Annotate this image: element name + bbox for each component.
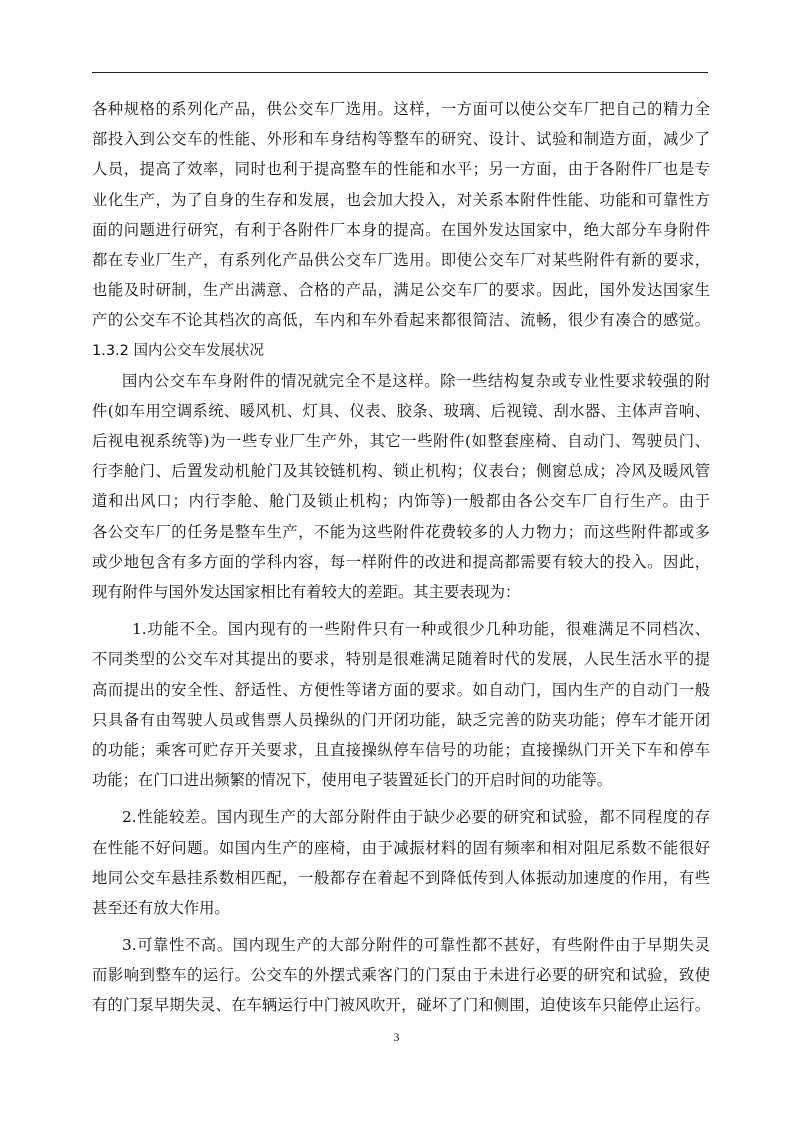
text-line: 都在专业厂生产，有系列化产品供公交车厂选用。即使公交车厂对某些附件有新的要求， [92,250,710,269]
text-line: 道和出风口；内行李舱、舱门及锁止机构；内饰等)一般都由各公交车厂自行生产。由于 [92,492,710,511]
paragraph-3 [92,614,710,795]
paragraph-5 [92,930,710,1021]
text-line: 后视电视系统等)为一些专业厂生产外，其它一些附件(如整套座椅、自动门、驾驶员门、 [92,432,710,451]
text-line: 现有附件与国外发达国家相比有着较大的差距。其主要表现为： [92,583,521,601]
text-line: 或少地包含有多方面的学科内容，每一样附件的改进和提高都需要有较大的投入。因此， [92,552,710,571]
text-line: 行李舱门、后置发动机舱门及其铰链机构、锁止机构；仪表台；侧窗总成；冷风及暖风管 [92,462,710,481]
paragraph-2 [92,366,710,608]
text-line: 2.性能较差。国内现生产的大部分附件由于缺少必要的研究和试验，都不同程度的存 [122,808,710,827]
header-rule [92,72,708,73]
page-number: 3 [393,1030,400,1044]
text-line: 面的问题进行研究，有利于各附件厂本身的提高。在国外发达国家中，绝大部分车身附件 [92,220,710,239]
text-line: 人员，提高了效率，同时也利于提高整车的性能和水平；另一方面，由于各附件厂也是专 [92,160,710,179]
paragraph-4 [92,802,710,923]
text-line: 的功能；乘客可贮存开关要求，且直接操纵停车信号的功能；直接操纵门开关下车和停车 [92,740,710,759]
text-line: 国内公交车车身附件的情况就完全不是这样。除一些结构复杂或专业性要求较强的附 [122,371,710,390]
text-line: 在性能不好问题。如国内生产的座椅，由于减振材料的固有频率和相对阻尼系数不能很好 [92,838,710,857]
text-line: 功能；在门口进出频繁的情况下，使用电子装置延长门的开启时间的功能等。 [92,771,613,790]
text-line: 也能及时研制，生产出满意、合格的产品，满足公交车厂的要求。因此，国外发达国家生 [92,281,710,300]
document-body [92,94,710,1021]
text-line: 件(如车用空调系统、暖风机、灯具、仪表、胶条、玻璃、后视镜、刮水器、主体声音响、 [92,401,710,420]
text-line: 地同公交车悬挂系数相匹配，一般都存在着起不到降低传到人体振动加速度的作用，有些 [92,868,710,887]
text-line: 有的门泵早期失灵、在车辆运行中门被风吹开，碰坏了门和侧围，迫使该车只能停止运行。 [92,996,710,1015]
text-line: 部投入到公交车的性能、外形和车身结构等整车的研究、设计、试验和制造方面，减少了 [92,130,710,149]
text-line: 而影响到整车的运行。公交车的外摆式乘客门的门泵由于未进行必要的研究和试验，致使 [92,966,710,985]
text-line: 业化生产，为了自身的生存和发展，也会加大投入，对关系本附件性能、功能和可靠性方 [92,190,710,209]
section-heading: 1.3.2 国内公交车发展状况 [92,342,265,359]
text-line: 甚至还有放大作用。 [92,898,230,917]
paragraph-1 [92,94,710,336]
text-line: 不同类型的公交车对其提出的要求，特别是很难满足随着时代的发展，人民生活水平的提 [92,650,710,669]
text-line: 各公交车厂的任务是整车生产，不能为这些附件花费较多的人力物力；而这些附件都或多 [92,522,710,541]
text-line: 各种规格的系列化产品，供公交车厂选用。这样，一方面可以使公交车厂把自己的精力全 [92,100,710,118]
text-line: 只具备有由驾驶人员或售票人员操纵的门开闭功能，缺乏完善的防夹功能；停车才能开闭 [92,710,710,729]
text-line: 3.可靠性不高。国内现生产的大部分附件的可靠性都不甚好，有些附件由于早期失灵 [122,936,710,955]
text-line: 1.功能不全。国内现有的一些附件只有一种或很少几种功能，很难满足不同档次、 [132,620,710,639]
text-line: 产的公交车不论其档次的高低，车内和车外看起来都很简洁、流畅，很少有凑合的感觉。 [92,311,710,330]
text-line: 高而提出的安全性、舒适性、方便性等诸方面的要求。如自动门，国内生产的自动门一般 [92,680,710,699]
